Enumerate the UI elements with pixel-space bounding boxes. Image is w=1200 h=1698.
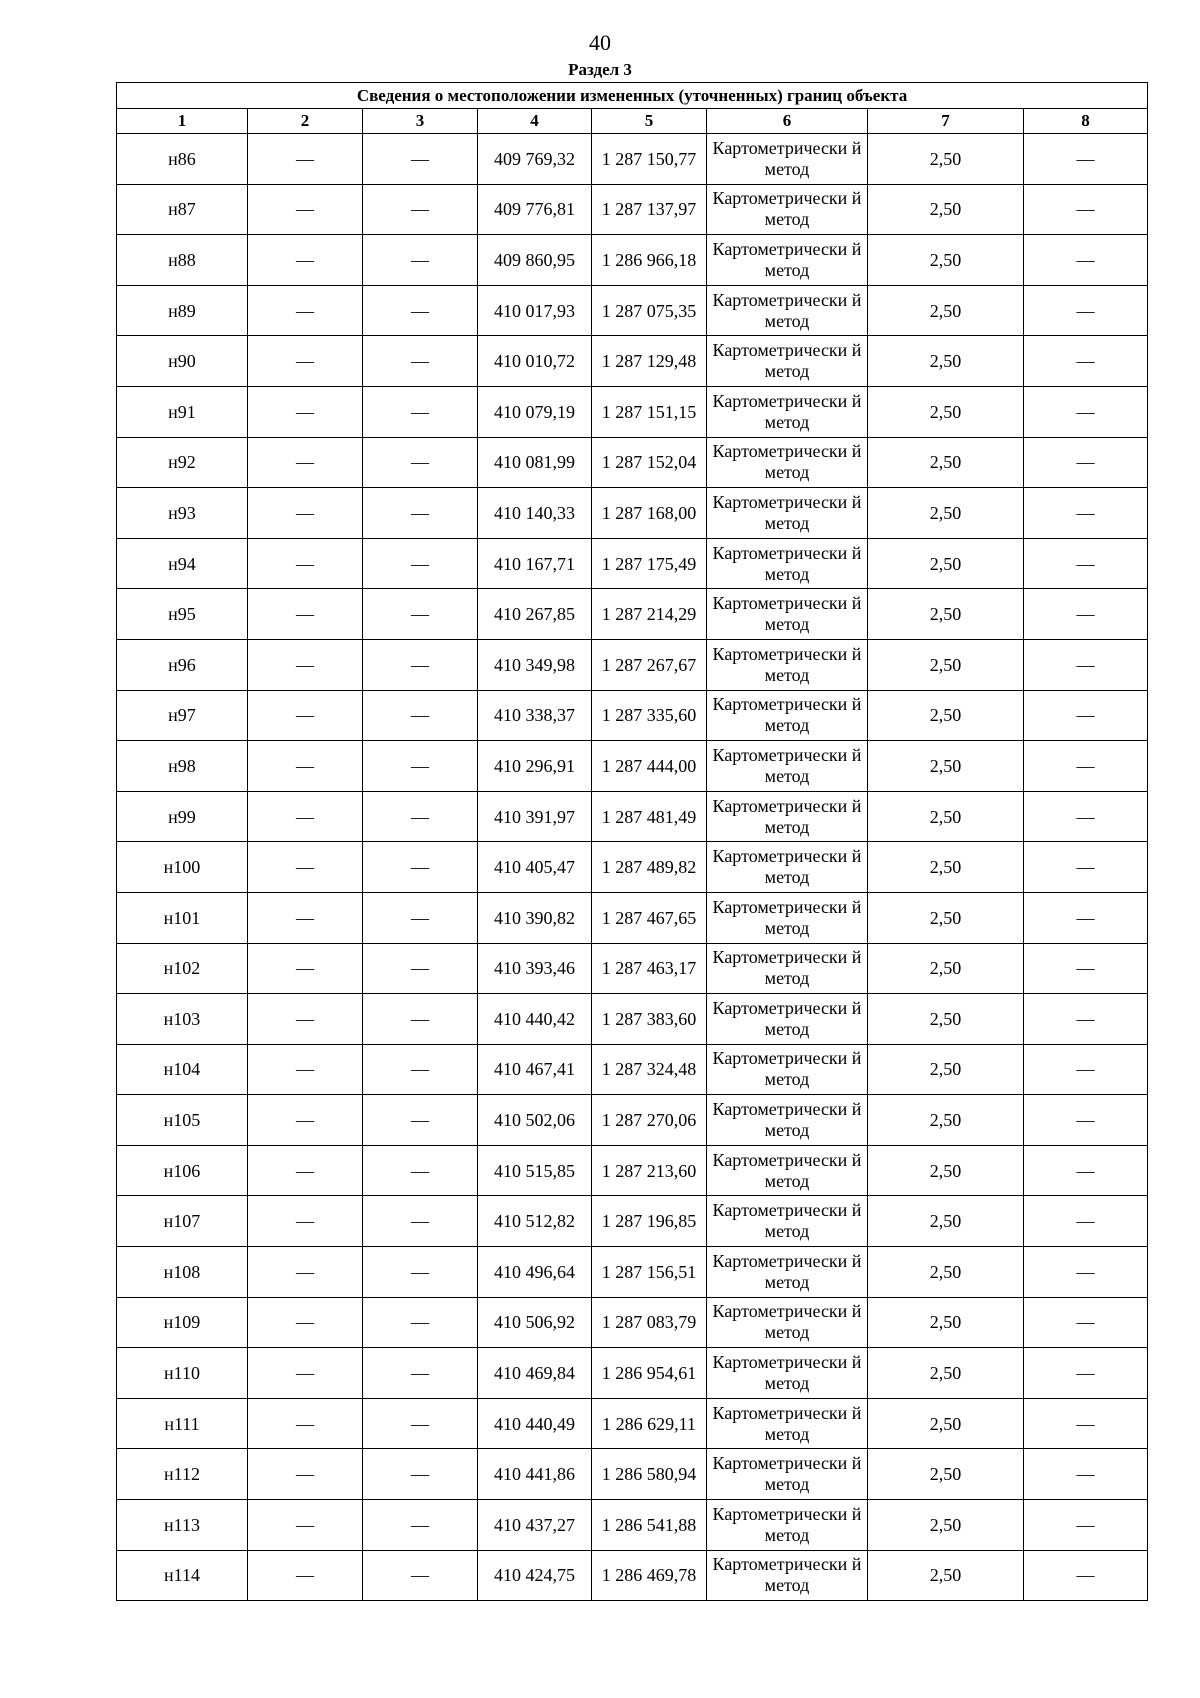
table-row [117,336,1148,387]
method-cell: Картометрически й метод [707,538,868,589]
y-coordinate-cell: 1 287 083,79 [592,1297,707,1348]
col8-cell: — [1024,639,1148,690]
method-cell: Картометрически й метод [707,943,868,994]
col2-cell: — [248,741,363,792]
method-cell: Картометрически й метод [707,336,868,387]
y-coordinate-cell: 1 287 150,77 [592,134,707,185]
accuracy-cell: 2,50 [868,1348,1024,1399]
table-row [117,1297,1148,1348]
y-coordinate-cell: 1 287 267,67 [592,639,707,690]
y-coordinate-cell: 1 286 580,94 [592,1449,707,1500]
table-row [117,943,1148,994]
col3-cell: — [363,892,478,943]
y-coordinate-cell: 1 287 129,48 [592,336,707,387]
method-cell: Картометрически й метод [707,1196,868,1247]
x-coordinate-cell: 410 017,93 [478,285,592,336]
point-name-cell: н88 [117,235,248,286]
table-row [117,589,1148,640]
table-caption-row [117,83,1148,109]
col8-cell: — [1024,1398,1148,1449]
table-row [117,1449,1148,1500]
col2-cell: — [248,538,363,589]
col8-cell: — [1024,892,1148,943]
y-coordinate-cell: 1 287 168,00 [592,488,707,539]
method-cell: Картометрически й метод [707,1145,868,1196]
point-name-cell: н106 [117,1145,248,1196]
method-cell: Картометрически й метод [707,1044,868,1095]
x-coordinate-cell: 410 391,97 [478,791,592,842]
col3-cell: — [363,1398,478,1449]
y-coordinate-cell: 1 286 966,18 [592,235,707,286]
col8-cell: — [1024,336,1148,387]
col3-cell: — [363,639,478,690]
y-coordinate-cell: 1 287 335,60 [592,690,707,741]
column-number-2: 2 [248,109,363,134]
col8-cell: — [1024,285,1148,336]
col3-cell: — [363,1348,478,1399]
x-coordinate-cell: 410 440,49 [478,1398,592,1449]
table-row [117,842,1148,893]
method-cell: Картометрически й метод [707,134,868,185]
col3-cell: — [363,1095,478,1146]
y-coordinate-cell: 1 286 629,11 [592,1398,707,1449]
y-coordinate-cell: 1 287 151,15 [592,386,707,437]
table-row [117,538,1148,589]
col2-cell: — [248,1145,363,1196]
accuracy-cell: 2,50 [868,892,1024,943]
coordinates-table [116,82,1148,1601]
y-coordinate-cell: 1 287 196,85 [592,1196,707,1247]
point-name-cell: н89 [117,285,248,336]
table-row [117,1500,1148,1551]
y-coordinate-cell: 1 287 489,82 [592,842,707,893]
col8-cell: — [1024,386,1148,437]
column-number-4: 4 [478,109,592,134]
accuracy-cell: 2,50 [868,639,1024,690]
table-row [117,1398,1148,1449]
method-cell: Картометрически й метод [707,437,868,488]
col8-cell: — [1024,437,1148,488]
col8-cell: — [1024,1500,1148,1551]
x-coordinate-cell: 410 390,82 [478,892,592,943]
column-number-6: 6 [707,109,868,134]
y-coordinate-cell: 1 287 213,60 [592,1145,707,1196]
col2-cell: — [248,892,363,943]
accuracy-cell: 2,50 [868,1044,1024,1095]
y-coordinate-cell: 1 287 270,06 [592,1095,707,1146]
table-row [117,791,1148,842]
method-cell: Картометрически й метод [707,1398,868,1449]
x-coordinate-cell: 410 393,46 [478,943,592,994]
y-coordinate-cell: 1 287 075,35 [592,285,707,336]
col3-cell: — [363,285,478,336]
col2-cell: — [248,994,363,1045]
col2-cell: — [248,184,363,235]
method-cell: Картометрически й метод [707,1449,868,1500]
y-coordinate-cell: 1 287 156,51 [592,1247,707,1298]
table-row [117,235,1148,286]
y-coordinate-cell: 1 287 467,65 [592,892,707,943]
x-coordinate-cell: 410 140,33 [478,488,592,539]
point-name-cell: н97 [117,690,248,741]
accuracy-cell: 2,50 [868,1145,1024,1196]
col8-cell: — [1024,791,1148,842]
column-number-3: 3 [363,109,478,134]
accuracy-cell: 2,50 [868,589,1024,640]
method-cell: Картометрически й метод [707,741,868,792]
column-number-7: 7 [868,109,1024,134]
y-coordinate-cell: 1 287 481,49 [592,791,707,842]
point-name-cell: н87 [117,184,248,235]
y-coordinate-cell: 1 287 383,60 [592,994,707,1045]
x-coordinate-cell: 409 860,95 [478,235,592,286]
col3-cell: — [363,437,478,488]
col3-cell: — [363,538,478,589]
col3-cell: — [363,842,478,893]
col2-cell: — [248,235,363,286]
point-name-cell: н90 [117,336,248,387]
point-name-cell: н103 [117,994,248,1045]
accuracy-cell: 2,50 [868,1398,1024,1449]
column-number-row [117,109,1148,134]
table-row [117,892,1148,943]
col2-cell: — [248,134,363,185]
accuracy-cell: 2,50 [868,994,1024,1045]
point-name-cell: н107 [117,1196,248,1247]
x-coordinate-cell: 409 776,81 [478,184,592,235]
point-name-cell: н108 [117,1247,248,1298]
point-name-cell: н93 [117,488,248,539]
col2-cell: — [248,690,363,741]
accuracy-cell: 2,50 [868,741,1024,792]
method-cell: Картометрически й метод [707,285,868,336]
col8-cell: — [1024,741,1148,792]
x-coordinate-cell: 410 437,27 [478,1500,592,1551]
table-row [117,639,1148,690]
method-cell: Картометрически й метод [707,1500,868,1551]
col2-cell: — [248,943,363,994]
col8-cell: — [1024,1095,1148,1146]
point-name-cell: н92 [117,437,248,488]
table-row [117,1348,1148,1399]
col8-cell: — [1024,538,1148,589]
col8-cell: — [1024,1044,1148,1095]
point-name-cell: н102 [117,943,248,994]
col8-cell: — [1024,235,1148,286]
accuracy-cell: 2,50 [868,336,1024,387]
accuracy-cell: 2,50 [868,134,1024,185]
accuracy-cell: 2,50 [868,1196,1024,1247]
method-cell: Картометрически й метод [707,842,868,893]
col2-cell: — [248,1449,363,1500]
x-coordinate-cell: 410 512,82 [478,1196,592,1247]
point-name-cell: н95 [117,589,248,640]
point-name-cell: н105 [117,1095,248,1146]
col2-cell: — [248,1044,363,1095]
table-row [117,1196,1148,1247]
point-name-cell: н96 [117,639,248,690]
table-row [117,437,1148,488]
col2-cell: — [248,285,363,336]
col2-cell: — [248,1297,363,1348]
column-number-8: 8 [1024,109,1148,134]
x-coordinate-cell: 410 467,41 [478,1044,592,1095]
col8-cell: — [1024,1247,1148,1298]
col2-cell: — [248,1500,363,1551]
method-cell: Картометрически й метод [707,386,868,437]
col3-cell: — [363,336,478,387]
table-row [117,994,1148,1045]
method-cell: Картометрически й метод [707,589,868,640]
table-row [117,134,1148,185]
col3-cell: — [363,235,478,286]
col3-cell: — [363,1145,478,1196]
table-row [117,690,1148,741]
x-coordinate-cell: 410 405,47 [478,842,592,893]
x-coordinate-cell: 409 769,32 [478,134,592,185]
y-coordinate-cell: 1 286 469,78 [592,1550,707,1601]
table-row [117,1550,1148,1601]
column-number-5: 5 [592,109,707,134]
col3-cell: — [363,1247,478,1298]
point-name-cell: н111 [117,1398,248,1449]
x-coordinate-cell: 410 267,85 [478,589,592,640]
point-name-cell: н110 [117,1348,248,1399]
x-coordinate-cell: 410 296,91 [478,741,592,792]
x-coordinate-cell: 410 502,06 [478,1095,592,1146]
accuracy-cell: 2,50 [868,1449,1024,1500]
y-coordinate-cell: 1 287 214,29 [592,589,707,640]
col3-cell: — [363,994,478,1045]
col3-cell: — [363,134,478,185]
y-coordinate-cell: 1 287 324,48 [592,1044,707,1095]
y-coordinate-cell: 1 287 444,00 [592,741,707,792]
table-row [117,1145,1148,1196]
table-row [117,1044,1148,1095]
col8-cell: — [1024,488,1148,539]
col2-cell: — [248,1196,363,1247]
col2-cell: — [248,791,363,842]
x-coordinate-cell: 410 469,84 [478,1348,592,1399]
method-cell: Картометрически й метод [707,892,868,943]
method-cell: Картометрически й метод [707,1297,868,1348]
accuracy-cell: 2,50 [868,1500,1024,1551]
x-coordinate-cell: 410 010,72 [478,336,592,387]
accuracy-cell: 2,50 [868,184,1024,235]
col3-cell: — [363,1297,478,1348]
point-name-cell: н100 [117,842,248,893]
x-coordinate-cell: 410 440,42 [478,994,592,1045]
col8-cell: — [1024,1145,1148,1196]
col8-cell: — [1024,1550,1148,1601]
point-name-cell: н99 [117,791,248,842]
col8-cell: — [1024,1196,1148,1247]
point-name-cell: н94 [117,538,248,589]
table-row [117,1247,1148,1298]
x-coordinate-cell: 410 424,75 [478,1550,592,1601]
method-cell: Картометрически й метод [707,1348,868,1399]
col8-cell: — [1024,842,1148,893]
col8-cell: — [1024,589,1148,640]
x-coordinate-cell: 410 338,37 [478,690,592,741]
col2-cell: — [248,1348,363,1399]
table-row [117,488,1148,539]
accuracy-cell: 2,50 [868,488,1024,539]
y-coordinate-cell: 1 287 463,17 [592,943,707,994]
method-cell: Картометрически й метод [707,488,868,539]
column-number-1: 1 [117,109,248,134]
col8-cell: — [1024,1348,1148,1399]
point-name-cell: н112 [117,1449,248,1500]
col2-cell: — [248,1550,363,1601]
col3-cell: — [363,1500,478,1551]
point-name-cell: н98 [117,741,248,792]
table-row [117,1095,1148,1146]
col8-cell: — [1024,943,1148,994]
col3-cell: — [363,589,478,640]
col3-cell: — [363,943,478,994]
col8-cell: — [1024,690,1148,741]
method-cell: Картометрически й метод [707,1095,868,1146]
col3-cell: — [363,488,478,539]
point-name-cell: н113 [117,1500,248,1551]
col8-cell: — [1024,134,1148,185]
accuracy-cell: 2,50 [868,235,1024,286]
x-coordinate-cell: 410 349,98 [478,639,592,690]
col2-cell: — [248,842,363,893]
accuracy-cell: 2,50 [868,690,1024,741]
point-name-cell: н91 [117,386,248,437]
method-cell: Картометрически й метод [707,1550,868,1601]
col3-cell: — [363,1044,478,1095]
accuracy-cell: 2,50 [868,437,1024,488]
table-row [117,285,1148,336]
accuracy-cell: 2,50 [868,285,1024,336]
page-number: 40 [589,30,611,55]
x-coordinate-cell: 410 506,92 [478,1297,592,1348]
x-coordinate-cell: 410 441,86 [478,1449,592,1500]
col2-cell: — [248,639,363,690]
table-caption: Сведения о местоположении измененных (уточненных) границ объекта [117,83,1148,109]
col2-cell: — [248,1398,363,1449]
col3-cell: — [363,184,478,235]
table-row [117,184,1148,235]
y-coordinate-cell: 1 286 954,61 [592,1348,707,1399]
x-coordinate-cell: 410 079,19 [478,386,592,437]
section-title: Раздел 3 [568,60,632,79]
col8-cell: — [1024,1449,1148,1500]
point-name-cell: н109 [117,1297,248,1348]
y-coordinate-cell: 1 287 137,97 [592,184,707,235]
col3-cell: — [363,690,478,741]
point-name-cell: н114 [117,1550,248,1601]
method-cell: Картометрически й метод [707,639,868,690]
method-cell: Картометрически й метод [707,184,868,235]
y-coordinate-cell: 1 287 175,49 [592,538,707,589]
point-name-cell: н101 [117,892,248,943]
col2-cell: — [248,488,363,539]
col8-cell: — [1024,184,1148,235]
table-row [117,386,1148,437]
y-coordinate-cell: 1 286 541,88 [592,1500,707,1551]
method-cell: Картометрически й метод [707,1247,868,1298]
col2-cell: — [248,437,363,488]
method-cell: Картометрически й метод [707,690,868,741]
accuracy-cell: 2,50 [868,791,1024,842]
col3-cell: — [363,1449,478,1500]
accuracy-cell: 2,50 [868,1095,1024,1146]
col3-cell: — [363,1550,478,1601]
accuracy-cell: 2,50 [868,1297,1024,1348]
x-coordinate-cell: 410 167,71 [478,538,592,589]
accuracy-cell: 2,50 [868,842,1024,893]
x-coordinate-cell: 410 515,85 [478,1145,592,1196]
accuracy-cell: 2,50 [868,1550,1024,1601]
point-name-cell: н104 [117,1044,248,1095]
col2-cell: — [248,1095,363,1146]
col8-cell: — [1024,1297,1148,1348]
table-body [117,134,1148,1601]
col3-cell: — [363,1196,478,1247]
x-coordinate-cell: 410 496,64 [478,1247,592,1298]
accuracy-cell: 2,50 [868,538,1024,589]
table-row [117,741,1148,792]
col2-cell: — [248,589,363,640]
method-cell: Картометрически й метод [707,235,868,286]
col8-cell: — [1024,994,1148,1045]
col2-cell: — [248,386,363,437]
x-coordinate-cell: 410 081,99 [478,437,592,488]
col2-cell: — [248,336,363,387]
accuracy-cell: 2,50 [868,943,1024,994]
col2-cell: — [248,1247,363,1298]
col3-cell: — [363,741,478,792]
method-cell: Картометрически й метод [707,791,868,842]
method-cell: Картометрически й метод [707,994,868,1045]
col3-cell: — [363,791,478,842]
col3-cell: — [363,386,478,437]
accuracy-cell: 2,50 [868,386,1024,437]
accuracy-cell: 2,50 [868,1247,1024,1298]
y-coordinate-cell: 1 287 152,04 [592,437,707,488]
point-name-cell: н86 [117,134,248,185]
